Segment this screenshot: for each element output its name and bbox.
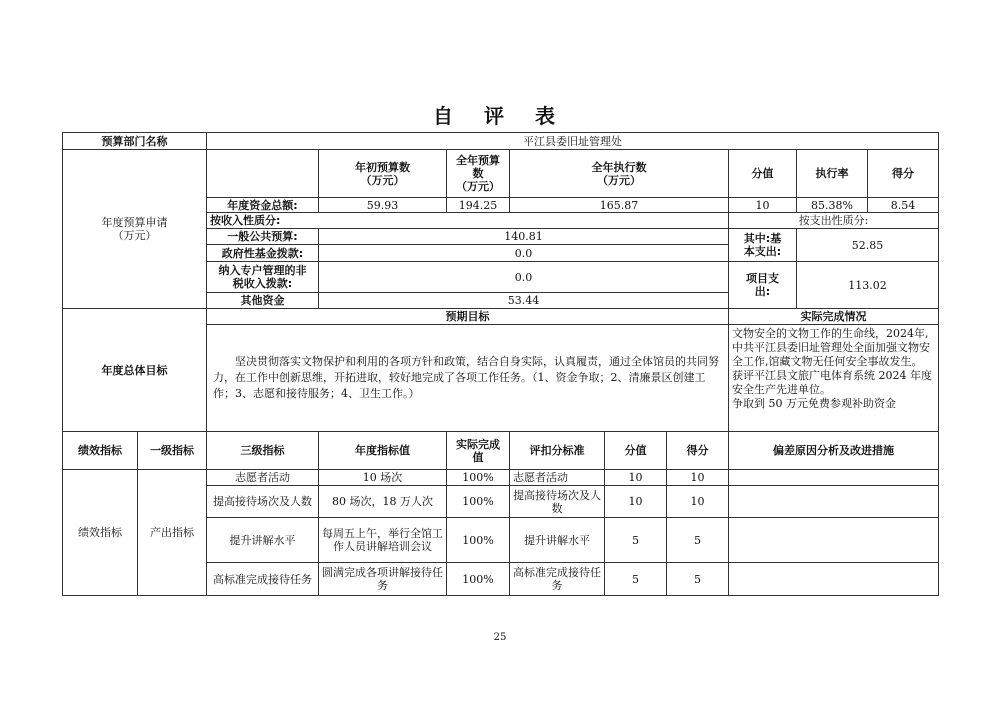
general-budget-label: 一般公共预算: xyxy=(207,229,319,245)
row-target: 每周五上午，举行全馆工作人员讲解培训会议 xyxy=(319,518,447,563)
expected-goal-text: 坚决贯彻落实文物保护和利用的各项方针和政策，结合自身实际，认真履责，通过全体馆员的共同努力，在工作中创新思维，开拓进取，较好地完成了各项工作任务。（1、资金争取；2、清廉景区创建工作；3、志愿和接待服务；4、卫生工作。） xyxy=(207,325,729,432)
row-indicator: 志愿者活动 xyxy=(207,470,319,486)
other-funds-value: 53.44 xyxy=(319,293,729,309)
gov-fund-label: 政府性基金拨款: xyxy=(207,245,319,262)
row-indicator: 提升讲解水平 xyxy=(207,518,319,563)
page-number: 25 xyxy=(493,632,507,643)
row-got: 5 xyxy=(667,518,729,563)
perf-header-reason: 偏差原因分析及改进措施 xyxy=(729,432,939,470)
total-got: 8.54 xyxy=(868,198,939,213)
row-indicator: 高标准完成接待任务 xyxy=(207,563,319,596)
general-budget-value: 140.81 xyxy=(319,229,729,245)
row-standard: 志愿者活动 xyxy=(510,470,605,486)
row-actual: 100% xyxy=(447,470,510,486)
row-target: 圆满完成各项讲解接待任务 xyxy=(319,563,447,596)
perf-header-standard: 评扣分标准 xyxy=(510,432,605,470)
dept-value: 平江县委旧址管理处 xyxy=(207,133,939,150)
other-funds-label: 其他资金 xyxy=(207,293,319,309)
header-annual-budget: 全年预算 数 （万元） xyxy=(447,150,510,198)
income-nature-label: 按收入性质分: xyxy=(207,213,729,229)
expected-goal-header: 预期目标 xyxy=(207,309,729,325)
total-label: 年度资金总额: xyxy=(207,198,319,213)
header-annual-execution: 全年执行数 （万元） xyxy=(510,150,729,198)
budget-header-blank xyxy=(207,150,319,198)
total-annual: 194.25 xyxy=(447,198,510,213)
project-expense-value: 113.02 xyxy=(797,262,939,309)
row-reason xyxy=(729,563,939,596)
row-actual: 100% xyxy=(447,563,510,596)
perf-header-score: 分值 xyxy=(605,432,667,470)
row-got: 5 xyxy=(667,563,729,596)
actual-line-3: 争取到 50 万元免费参观补助资金 xyxy=(732,397,896,410)
row-score: 10 xyxy=(605,470,667,486)
header-score: 分值 xyxy=(729,150,797,198)
perf-level1-label: 产出指标 xyxy=(138,470,207,596)
page-title: 自 评 表 xyxy=(433,104,567,128)
special-account-value: 0.0 xyxy=(319,262,729,293)
perf-group-label: 绩效指标 xyxy=(63,470,138,596)
row-target: 10 场次 xyxy=(319,470,447,486)
project-expense-label: 项目支 出: xyxy=(729,262,797,309)
row-reason xyxy=(729,518,939,563)
row-target: 80 场次，18 万人次 xyxy=(319,486,447,518)
row-actual: 100% xyxy=(447,518,510,563)
actual-line-2: 获评平江县文旅广电体育系统 2024 年度安全生产先进单位。 xyxy=(732,369,932,396)
row-reason xyxy=(729,470,939,486)
row-actual: 100% xyxy=(447,486,510,518)
expense-nature-label: 按支出性质分: xyxy=(729,213,939,229)
total-rate: 85.38% xyxy=(797,198,868,213)
gov-fund-value: 0.0 xyxy=(319,245,729,262)
row-got: 10 xyxy=(667,470,729,486)
budget-row-label: 年度预算申请 （万元） xyxy=(63,150,207,309)
row-indicator: 提高接待场次及人数 xyxy=(207,486,319,518)
perf-header-level1: 一级指标 xyxy=(138,432,207,470)
row-standard: 提升讲解水平 xyxy=(510,518,605,563)
dept-label: 预算部门名称 xyxy=(63,133,207,150)
row-standard: 高标准完成接待任务 xyxy=(510,563,605,596)
header-rate: 执行率 xyxy=(797,150,868,198)
actual-completion-text xyxy=(729,325,939,432)
goal-row-label: 年度总体目标 xyxy=(63,309,207,432)
perf-header-indicator: 绩效指标 xyxy=(63,432,138,470)
self-evaluation-table xyxy=(62,132,939,596)
total-score: 10 xyxy=(729,198,797,213)
basic-expense-value: 52.85 xyxy=(797,229,939,262)
row-got: 10 xyxy=(667,486,729,518)
row-score: 5 xyxy=(605,518,667,563)
row-reason xyxy=(729,486,939,518)
total-exec: 165.87 xyxy=(510,198,729,213)
basic-expense-label: 其中:基 本支出: xyxy=(729,229,797,262)
actual-completion-header: 实际完成情况 xyxy=(729,309,939,325)
perf-header-target: 年度指标值 xyxy=(319,432,447,470)
total-initial: 59.93 xyxy=(319,198,447,213)
row-score: 5 xyxy=(605,563,667,596)
table-row xyxy=(63,470,939,486)
actual-line-1: 文物安全的文物工作的生命线，2024年,中共平江县委旧址管理处全面加强文物安全工作,馆藏文物无任何安全事故发生。 xyxy=(732,327,930,368)
special-account-label: 纳入专户管理的非 税收入拨款: xyxy=(207,262,319,293)
row-score: 10 xyxy=(605,486,667,518)
header-initial-budget: 年初预算数 （万元） xyxy=(319,150,447,198)
perf-header-got: 得分 xyxy=(667,432,729,470)
header-got: 得分 xyxy=(868,150,939,198)
perf-header-level3: 三级指标 xyxy=(207,432,319,470)
row-standard: 提高接待场次及人数 xyxy=(510,486,605,518)
perf-header-actual: 实际完成 值 xyxy=(447,432,510,470)
